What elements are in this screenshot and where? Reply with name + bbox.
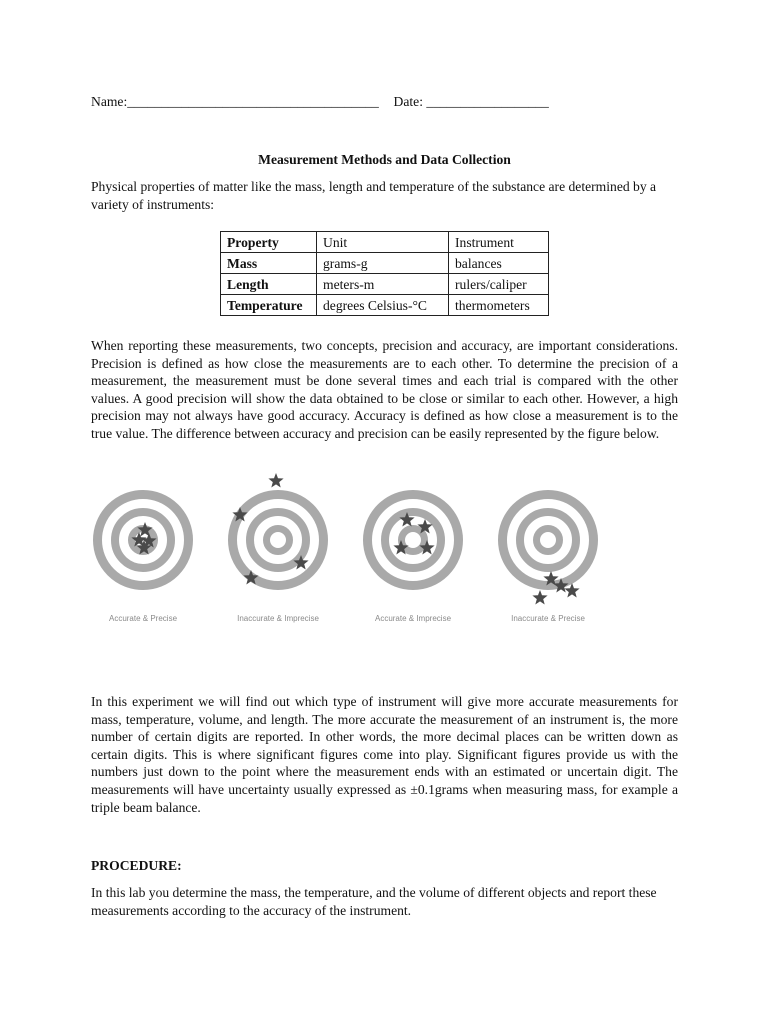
target-ring [250, 512, 306, 568]
target-inaccurate-precise [503, 495, 594, 586]
target-caption: Accurate & Precise [108, 614, 178, 623]
table-row [221, 274, 549, 295]
table-header-cell: Unit [317, 232, 449, 253]
table-header-cell: Property [221, 232, 317, 253]
target-ring [537, 529, 560, 552]
star-icon [532, 590, 547, 605]
experiment-paragraph [91, 693, 678, 816]
name-blank: _____________________________________ [127, 94, 379, 109]
accuracy-precision-paragraph: When reporting these measurements, two concepts, precision and accuracy, are important considerations. Precision is defined as how close the measurements are to each other. To determine the precision of a measurement, the measurement must be done several times and each trial is compared with the other values. A good precision will show the data obtained to be close or similar to each other. However, a high precision may not always have good accuracy. Accuracy is defined as how close a measurement is to the true value. The difference between accuracy and precision can be easily represented by the figure below. [91, 338, 678, 441]
name-label: Name: [91, 94, 128, 109]
table-cell: thermometers [449, 295, 549, 316]
table-header-cell: Instrument [449, 232, 549, 253]
date-label: Date: [393, 94, 423, 109]
target-ring [520, 512, 576, 568]
table-cell: rulers/caliper [449, 274, 549, 295]
table-cell: degrees Celsius-°C [317, 295, 449, 316]
intro-paragraph: Physical properties of matter like the mass, length and temperature of the substance are determined by a variety of instruments: [91, 179, 657, 212]
target-ring [267, 529, 290, 552]
table-cell: meters-m [317, 274, 449, 295]
table-cell: balances [449, 253, 549, 274]
target-caption: Inaccurate & Precise [511, 614, 585, 623]
table-row [221, 253, 549, 274]
table-cell: Mass [221, 253, 317, 274]
target-caption: Inaccurate & Imprecise [237, 614, 319, 623]
date-blank: __________________ [426, 94, 549, 109]
target-caption: Accurate & Imprecise [374, 614, 452, 623]
uncertainty-text: ±0.1grams when measuring mass, for example a triple beam balance. [91, 781, 678, 815]
target-accurate-imprecise [368, 495, 459, 586]
page-title: Measurement Methods and Data Collection [258, 152, 511, 167]
table-cell: grams-g [317, 253, 449, 274]
procedure-paragraph: In this lab you determine the mass, the temperature, and the volume of different objects and report these measurements according to the accuracy of the instrument. [91, 885, 657, 918]
table-header-row [221, 232, 549, 253]
target-inaccurate-imprecise [233, 495, 324, 586]
accuracy-precision-targets-figure [91, 468, 611, 628]
target-ring [385, 512, 441, 568]
table-cell: Length [221, 274, 317, 295]
properties-table [220, 231, 549, 316]
table-cell: Temperature [221, 295, 317, 316]
procedure-heading: PROCEDURE: [91, 858, 182, 873]
name-date-line [91, 93, 678, 111]
star-icon [268, 473, 283, 488]
experiment-text: In this experiment we will find out which type of instrument will give more accurate measurements for mass, temperature, volume, and length. The more accurate the measurement of an instrument is, the more number of certain digits are reported. In other words, the more decimal places can be written down as certain digits. This is where significant figures come into play. Significant figures provide us with the numbers just down to the point where the measurement ends with an estimated or uncertain digit. The measurements will have uncertainty usually expressed as [91, 694, 678, 797]
table-row [221, 295, 549, 316]
